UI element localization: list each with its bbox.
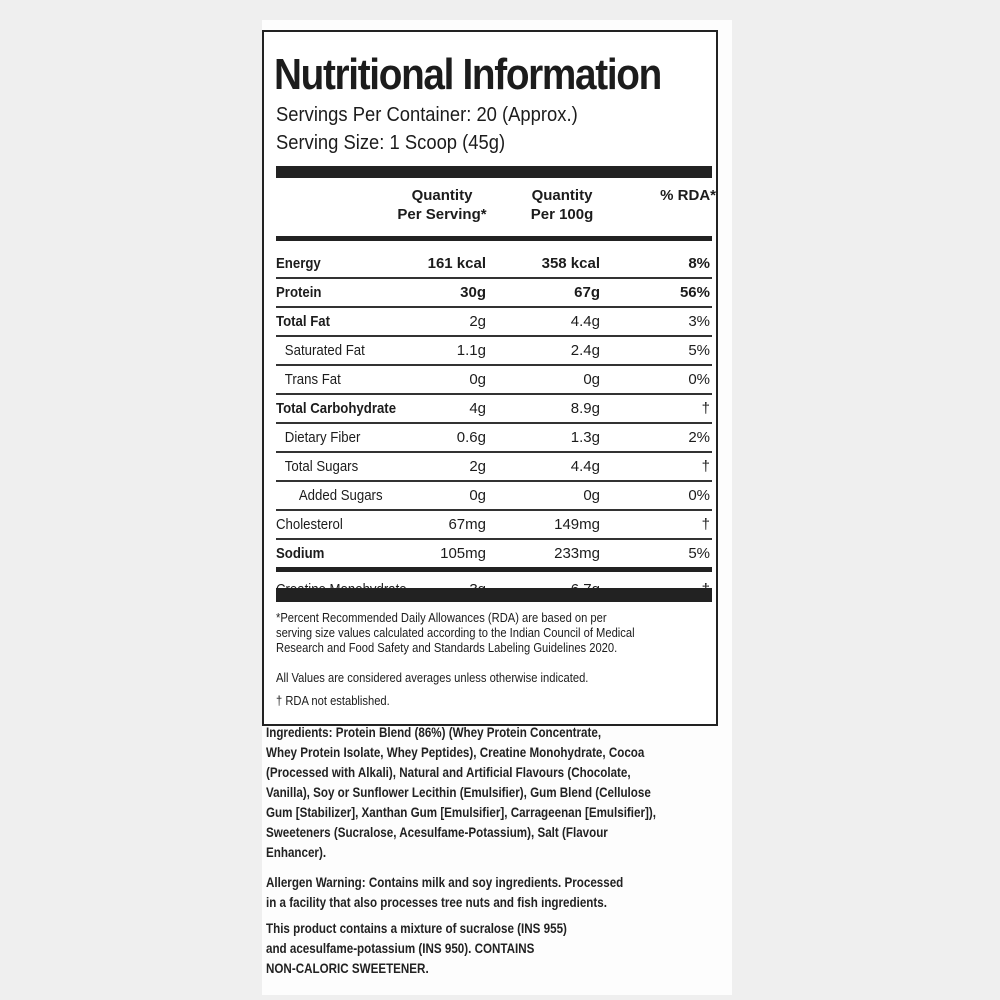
ingredients-line: Sweeteners (Sucralose, Acesulfame-Potassium), Salt (Flavour bbox=[266, 824, 608, 840]
allergen-line: in a facility that also processes tree nuts and fish ingredients. bbox=[266, 894, 607, 910]
header-rda: % RDA* bbox=[660, 187, 716, 204]
rda-value: † bbox=[701, 458, 710, 475]
sweetener-line: and acesulfame-potassium (INS 950). CONTAINS bbox=[266, 940, 535, 956]
sweetener-statement bbox=[266, 918, 714, 978]
ingredients-line: (Processed with Alkali), Natural and Artificial Flavours (Chocolate, bbox=[266, 764, 631, 780]
per-serving-value: 4g bbox=[469, 400, 486, 417]
nutrient-name: Trans Fat bbox=[284, 371, 341, 388]
rda-value: † bbox=[701, 400, 710, 417]
nutrient-name: Sodium bbox=[276, 545, 325, 562]
table-row bbox=[276, 366, 712, 395]
per-serving-value: 2g bbox=[469, 313, 486, 330]
per-100g-value: 67g bbox=[574, 284, 600, 301]
rda-value: 2% bbox=[688, 429, 710, 446]
ingredients-line: Whey Protein Isolate, Whey Peptides), Creatine Monohydrate, Cocoa bbox=[266, 744, 645, 760]
per-100g-value: 1.3g bbox=[570, 429, 600, 446]
rda-value: 0% bbox=[688, 487, 710, 504]
rda-footnote bbox=[276, 610, 706, 655]
rda-value: 3% bbox=[688, 313, 710, 330]
table-row bbox=[276, 482, 712, 511]
header-per-serving bbox=[382, 186, 502, 224]
nutrient-name: Added Sugars bbox=[298, 487, 383, 504]
thick-divider-bottom bbox=[276, 588, 712, 602]
averages-note: All Values are considered averages unless otherwise indicated. bbox=[276, 670, 589, 685]
table-row bbox=[276, 511, 712, 540]
table-row bbox=[276, 250, 712, 279]
header-divider bbox=[276, 236, 712, 241]
header-per-serving-line2: Per Serving* bbox=[397, 206, 487, 223]
ingredients-line: Ingredients: Protein Blend (86%) (Whey Protein Concentrate, bbox=[266, 724, 602, 740]
header-per-100g-line2: Per 100g bbox=[530, 206, 594, 223]
panel-title: Nutritional Information bbox=[274, 50, 661, 99]
label-sheet bbox=[262, 20, 732, 995]
header-per-serving-line1: Quantity bbox=[411, 187, 473, 204]
rda-value: 5% bbox=[688, 342, 710, 359]
nutrient-name: Total Carbohydrate bbox=[276, 400, 397, 417]
header-per-100g bbox=[512, 186, 612, 224]
nutrition-facts-panel bbox=[262, 30, 718, 726]
rda-value: † bbox=[701, 516, 710, 533]
per-serving-value: 0.6g bbox=[456, 429, 486, 446]
nutrient-name: Energy bbox=[276, 255, 321, 272]
rda-footnote-line: serving size values calculated according to the Indian Council of Medical bbox=[276, 625, 635, 640]
rda-value: 56% bbox=[679, 284, 710, 301]
nutrient-name: Total Fat bbox=[276, 313, 331, 330]
per-100g-value: 358 kcal bbox=[541, 255, 600, 272]
per-serving-value: 0g bbox=[469, 487, 486, 504]
header-per-100g-line1: Quantity bbox=[531, 187, 593, 204]
per-serving-value: 161 kcal bbox=[427, 255, 486, 272]
table-row bbox=[276, 540, 712, 572]
nutrient-name: Saturated Fat bbox=[284, 342, 365, 359]
nutrient-table bbox=[276, 250, 712, 606]
per-100g-value: 4.4g bbox=[570, 458, 600, 475]
ingredients-line: Enhancer). bbox=[266, 844, 327, 860]
table-row bbox=[276, 337, 712, 366]
per-100g-value: 149mg bbox=[554, 516, 600, 533]
sweetener-line: NON-CALORIC SWEETENER. bbox=[266, 960, 429, 976]
ingredients-block bbox=[266, 722, 714, 862]
table-row bbox=[276, 424, 712, 453]
rda-value: 0% bbox=[688, 371, 710, 388]
per-serving-value: 0g bbox=[469, 371, 486, 388]
dagger-note: † RDA not established. bbox=[276, 693, 390, 708]
ingredients-line: Gum [Stabilizer], Xanthan Gum [Emulsifier], Carrageenan [Emulsifier]), bbox=[266, 804, 656, 820]
rda-footnote-line: *Percent Recommended Daily Allowances (RDA) are based on per bbox=[276, 610, 607, 625]
rda-footnote-line: Research and Food Safety and Standards Labeling Guidelines 2020. bbox=[276, 640, 618, 655]
per-serving-value: 2g bbox=[469, 458, 486, 475]
table-row bbox=[276, 308, 712, 337]
per-100g-value: 8.9g bbox=[570, 400, 600, 417]
sweetener-line: This product contains a mixture of sucralose (INS 955) bbox=[266, 920, 567, 936]
nutrient-name: Total Sugars bbox=[284, 458, 359, 475]
per-100g-value: 0g bbox=[583, 371, 600, 388]
per-serving-value: 67mg bbox=[448, 516, 486, 533]
rda-value: 8% bbox=[688, 255, 710, 272]
allergen-line: Allergen Warning: Contains milk and soy ingredients. Processed bbox=[266, 874, 624, 890]
allergen-warning bbox=[266, 872, 714, 912]
nutrient-name: Cholesterol bbox=[276, 516, 343, 533]
per-serving-value: 30g bbox=[460, 284, 486, 301]
per-100g-value: 2.4g bbox=[570, 342, 600, 359]
per-100g-value: 4.4g bbox=[570, 313, 600, 330]
table-row bbox=[276, 453, 712, 482]
per-100g-value: 233mg bbox=[554, 545, 600, 562]
per-100g-value: 0g bbox=[583, 487, 600, 504]
table-row bbox=[276, 279, 712, 308]
rda-value: 5% bbox=[688, 545, 710, 562]
servings-per-container: Servings Per Container: 20 (Approx.) bbox=[276, 104, 578, 126]
per-serving-value: 1.1g bbox=[456, 342, 486, 359]
nutrient-name: Protein bbox=[276, 284, 322, 301]
per-serving-value: 105mg bbox=[440, 545, 486, 562]
nutrient-name: Dietary Fiber bbox=[284, 429, 361, 446]
table-row bbox=[276, 395, 712, 424]
serving-size: Serving Size: 1 Scoop (45g) bbox=[276, 132, 506, 154]
thick-divider bbox=[276, 166, 712, 178]
ingredients-line: Vanilla), Soy or Sunflower Lecithin (Emulsifier), Gum Blend (Cellulose bbox=[266, 784, 651, 800]
